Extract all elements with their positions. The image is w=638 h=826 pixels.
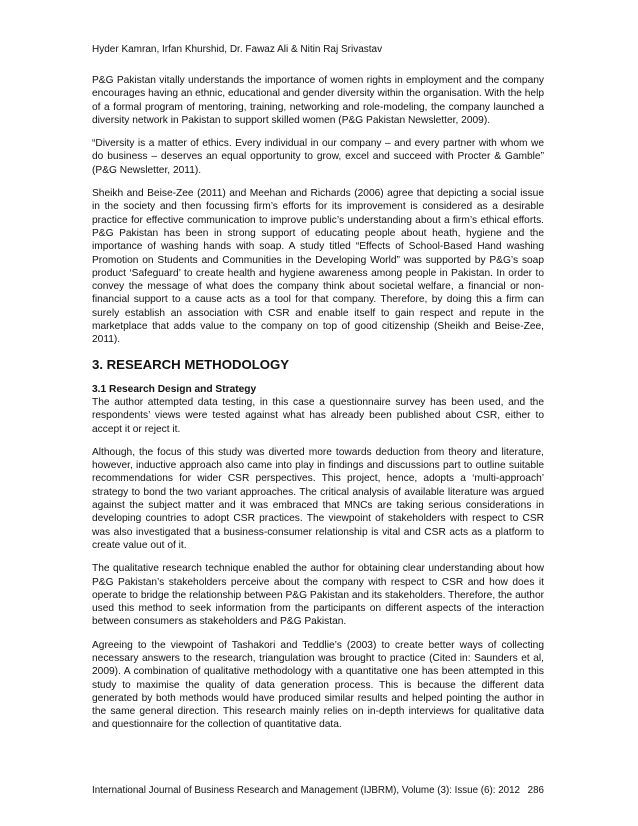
paragraph-diversity-network: P&G Pakistan vitally understands the importance of women rights in employment and the company encourages having an ethnic, educational and gender diversity within the organisation. With the help of a formal program of mentoring, training, networking and role-modeling, the company launched a diversity network in Pakistan to support skilled women (P&G Pakistan Newsletter, 2009). <box>92 75 544 126</box>
paragraph-qualitative: The qualitative research technique enabled the author for obtaining clear understanding about how P&G Pakistan’s stakeholders perceive about the company with respect to CSR and how does it operate to bridge the relationship between P&G Pakistan and its stakeholders. Therefore, the author used this method to seek information from the participants on different aspects of the interaction between consumers as stakeholders and P&G Pakistan. <box>92 563 544 628</box>
subsection-heading: 3.1 Research Design and Strategy <box>92 383 257 395</box>
paragraph-data-testing: The author attempted data testing, in this case a questionnaire survey has been used, and the respondents’ views were tested against what has already been published about CSR, either to accept it or reject it. <box>92 396 544 435</box>
running-head: Hyder Kamran, Irfan Khurshid, Dr. Fawaz Ali & Nitin Raj Srivastav <box>92 44 383 55</box>
paragraph-diversity-quote: “Diversity is a matter of ethics. Every individual in our company – and every partner with whom we do business – deserves an equal opportunity to grow, excel and succeed with Procter & Gamble” (P&G Newsletter, 2011). <box>92 138 544 176</box>
paragraph-triangulation: Agreeing to the viewpoint of Tashakori and Teddlie’s (2003) to create better ways of collecting necessary answers to the research, triangulation was brought to practice (Cited in: Saunders et al, 2009). A combination of qualitative methodology with a quantitative one has been attempted in this study to maximise the quality of data generation process. This is because the different data generated by both methods would have produced similar results and helped pointing the author in the same general direction. This research mainly relies on in-depth interviews for qualitative data and questionnaire for the collection of quantitative data. <box>92 639 544 731</box>
page-number: 286 <box>527 785 544 796</box>
paragraph-multi-approach: Although, the focus of this study was diverted more towards deduction from theory and literature, however, inductive approach also came into play in findings and discussions part to outline suitable recommendations for wider CSR perspectives. This project, hence, adopts a ‘multi-approach’ strategy to bond the two variant approaches. The critical analysis of available literature was argued against the subject matter and it was embraced that MNCs are taking serious considerations in developing countries to adopt CSR practices. The viewpoint of stakeholders with respect to CSR was also investigated that a business-consumer relationship is vital and CSR acts as a platform to create value out of it. <box>92 446 544 551</box>
page-body <box>92 74 544 742</box>
page-footer <box>92 785 544 796</box>
section-heading: 3. RESEARCH METHODOLOGY <box>92 356 290 372</box>
journal-citation: International Journal of Business Research and Management (IJBRM), Volume (3): Issue (6): 2012 <box>92 785 521 796</box>
paragraph-social-issue: Sheikh and Beise-Zee (2011) and Meehan and Richards (2006) agree that depicting a social issue in the society and then focussing firm’s efforts for its improvement is considered as a desirable practice for effective communication to improve public’s understanding about a firm’s ethical efforts. P&G Pakistan has been in strong support of educating people about heath, hygiene and the importance of washing hands with soap. A study titled “Effects of School-Based Hand washing Promotion on Students and Communities in the Developing World” was supported by P&G’s soap product ‘Safeguard’ to create health and hygiene awareness among people in Pakistan. In order to convey the message of what does the company think about societal welfare, a financial or non-financial support to a cause acts as a tool for that company. Therefore, by doing this a firm can surely establish an association with CSR and enable itself to gain respect and repute in the marketplace that adds value to the company on top of good citizenship (Sheikh and Beise-Zee, 2011). <box>92 188 544 346</box>
